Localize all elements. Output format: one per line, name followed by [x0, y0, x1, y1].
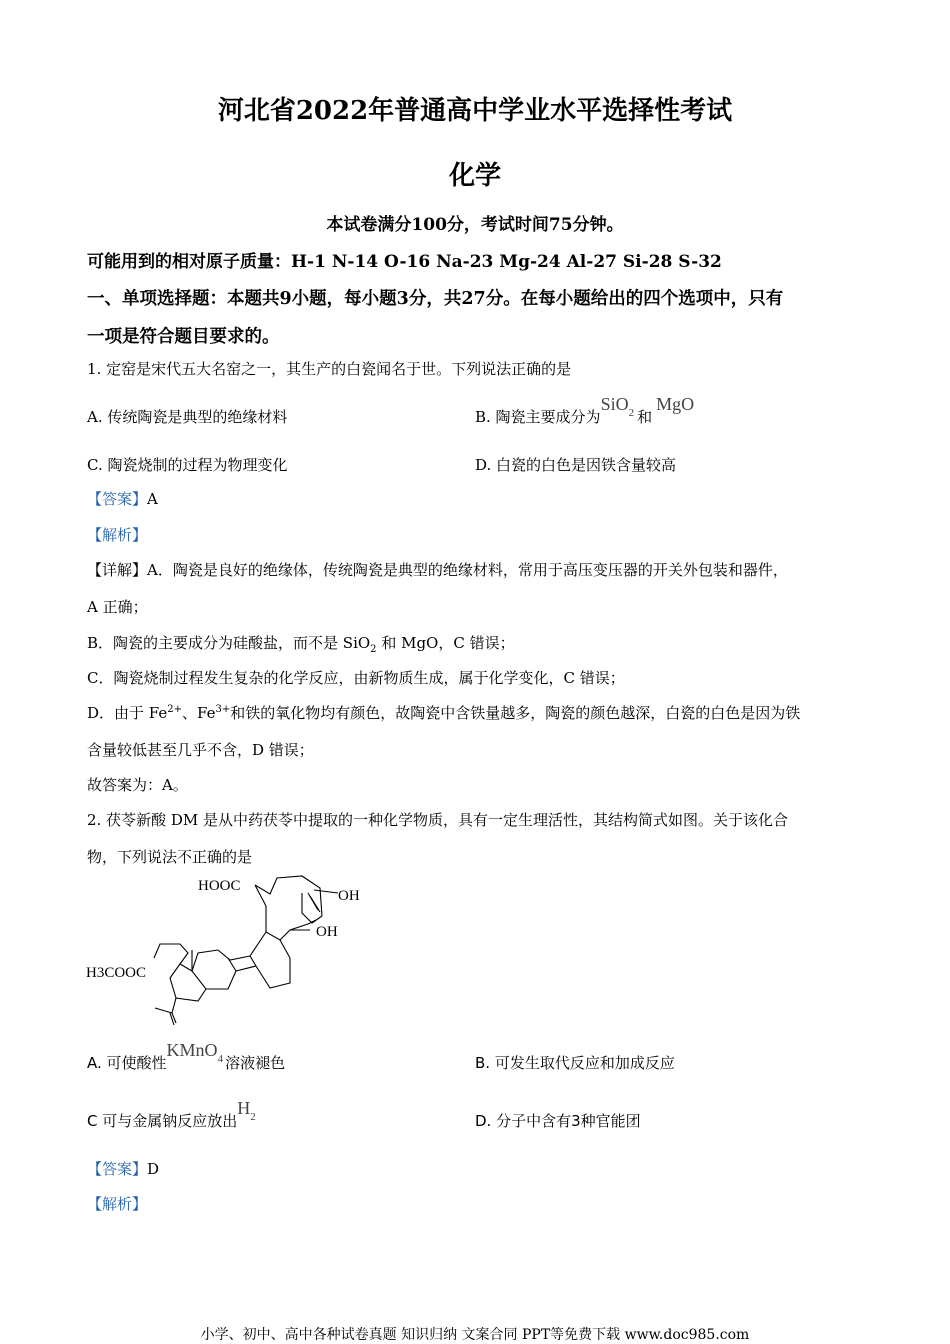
label-h3cooc: H3COOC: [86, 965, 147, 981]
formula-mgo: MgO: [656, 394, 695, 414]
footer-banner: 小学、初中、高中各种试卷真题 知识归纳 文案合同 PPT等免费下载 www.doc985.com: [200, 1327, 750, 1343]
label-oh-1: OH: [338, 888, 360, 904]
q2-option-c: C 可与金属钠反应放出$H_2$: [87, 1098, 256, 1130]
q2-option-d: D. 分子中含有3种官能团: [475, 1112, 641, 1130]
q1-analysis-tag: 【解析】: [87, 526, 148, 544]
q1-answer: [87, 488, 158, 509]
formula-sio2: SiO$_2$: [600, 394, 635, 419]
answer-value: D: [147, 1160, 160, 1178]
q1-detail-d-cont: 含量较低甚至几乎不含，D 错误；: [87, 741, 314, 759]
q2-stem-line1: 2. 茯苓新酸 DM 是从中药茯苓中提取的一种化学物质，具有一定生理活性，其结构简式如图。关于该化合: [87, 811, 789, 829]
exam-note: 本试卷满分100分，考试时间75分钟。: [326, 215, 624, 235]
q1-detail-b: B．陶瓷的主要成分为硅酸盐，而不是 SiO$_2$ 和 MgO，C 错误；: [87, 634, 515, 655]
label-oh-2: OH: [316, 924, 338, 940]
q1-detail-d: D．由于 $Fe^{2+}$、$Fe^{3+}$和铁的氧化物均有颜色，故陶瓷中含铁量越多，陶瓷的颜色越深，白瓷的白色是因为铁: [87, 704, 801, 722]
atomic-masses: 可能用到的相对原子质量：H-1 N-14 O-16 Na-23 Mg-24 Al-27 Si-28 S-32: [87, 252, 722, 272]
q1-conclusion: 故答案为：A。: [87, 776, 188, 794]
q1-option-b-label: B. 陶瓷主要成分为: [475, 408, 601, 426]
q2-answer: [87, 1158, 159, 1179]
q1-option-d: D. 白瓷的白色是因铁含量较高: [475, 456, 677, 474]
answer-value: A: [147, 490, 158, 508]
detail-tag: 【详解】: [87, 561, 148, 579]
q2-stem-line2: 物，下列说法不正确的是: [87, 848, 253, 866]
label-hooc: HOOC: [198, 878, 241, 894]
q2-analysis-tag: 【解析】: [87, 1195, 148, 1213]
q1-option-a: A. 传统陶瓷是典型的绝缘材料: [87, 408, 288, 426]
section-heading-line2: 一项是符合题目要求的。: [87, 327, 280, 347]
q1-option-c: C. 陶瓷烧制的过程为物理变化: [87, 456, 288, 474]
q1-detail-a: 【详解】A．陶瓷是良好的绝缘体，传统陶瓷是典型的绝缘材料，常用于高压变压器的开关外包装和器件，: [87, 561, 788, 579]
section-heading-line1: 一、单项选择题：本题共9小题，每小题3分，共27分。在每小题给出的四个选项中，只有: [87, 289, 784, 309]
answer-tag: 【答案】: [87, 1160, 148, 1178]
q2-option-a: A. 可使酸性KMnO$_4$ 溶液褪色: [87, 1040, 286, 1072]
q1-option-b: [475, 394, 695, 426]
q1-option-b-and: 和: [637, 408, 653, 426]
page-title: 河北省2022年普通高中学业水平选择性考试: [217, 96, 733, 126]
formula-h2: $H_2$: [237, 1098, 256, 1123]
q2-option-b: B. 可发生取代反应和加成反应: [475, 1054, 675, 1072]
q1-detail-a-cont: A 正确；: [87, 598, 148, 616]
answer-tag: 【答案】: [87, 490, 148, 508]
subject-title: 化学: [448, 161, 501, 191]
q1-detail-c: C．陶瓷烧制过程发生复杂的化学反应，由新物质生成，属于化学变化，C 错误；: [87, 669, 625, 687]
structural-formula: [80, 868, 380, 1028]
formula-kmno4: KMnO$_4$: [166, 1040, 224, 1065]
q1-stem: 1. 定窑是宋代五大名窑之一，其生产的白瓷闻名于世。下列说法正确的是: [87, 360, 572, 378]
